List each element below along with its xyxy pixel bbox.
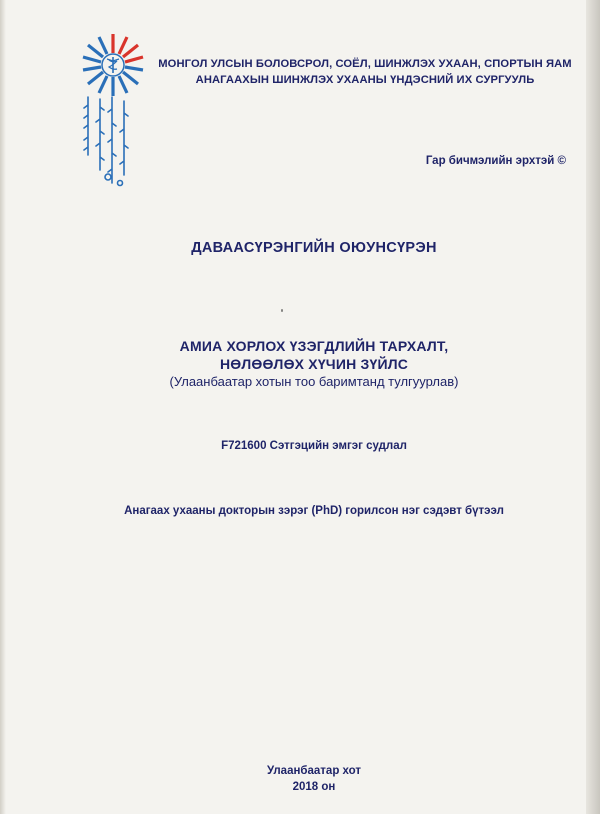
publication-year: 2018 он (292, 781, 336, 793)
cover-right-edge (586, 0, 600, 814)
ministry-university-header (150, 56, 580, 88)
mongolian-script-emblem-icon (78, 95, 138, 190)
author-name: ДАВААСҮРЭНГИЙН ОЮУНСҮРЭН (191, 240, 437, 256)
publication-place: Улаанбаатар хот (266, 765, 362, 777)
thesis-title-line-2: НӨЛӨӨЛӨХ ХҮЧИН ЗҮЙЛС (219, 356, 409, 372)
university-logo-icon (80, 32, 146, 98)
ministry-name: МОНГОЛ УЛСЫН БОЛОВСРОЛ, СОЁЛ, ШИНЖЛЭХ УХААН, СПОРТЫН ЯАМ (158, 58, 572, 70)
place-and-year (0, 763, 600, 795)
thesis-title-line-1: АМИА ХОРЛОХ ҮЗЭГДЛИЙН ТАРХАЛТ, (179, 338, 449, 354)
cover-left-edge (0, 0, 6, 814)
thesis-title-block (0, 337, 600, 391)
print-speck (281, 309, 283, 312)
university-name: АНАГААХЫН ШИНЖЛЭХ УХААНЫ ҮНДЭСНИЙ ИХ СУРГУУЛЬ (195, 74, 535, 86)
copyright-notice: Гар бичмэлийн эрхтэй © (425, 155, 566, 167)
thesis-subtitle: (Улаанбаатар хотын тоо баримтанд тулгуурлав) (169, 374, 459, 389)
specialty-code: F721600 Сэтгэцийн эмгэг судлал (221, 440, 407, 452)
degree-statement: Анагаах ухааны докторын зэрэг (PhD) горилсон нэг сэдэвт бүтээл (124, 505, 504, 517)
